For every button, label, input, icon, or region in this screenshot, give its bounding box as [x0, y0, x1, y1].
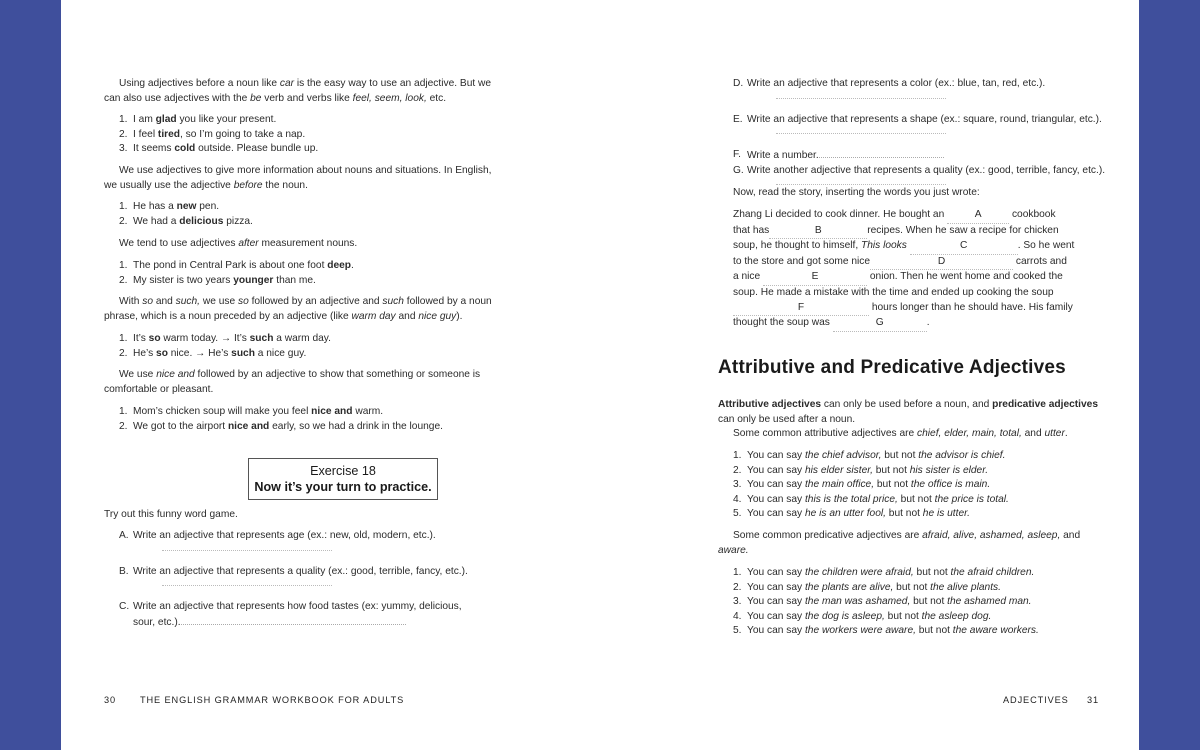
list-item: 5. You can say he is an utter fool, but not he is utter.	[733, 508, 970, 520]
predicative-intro: Some common predicative adjectives are afraid, alive, ashamed, asleep, and aware.	[718, 530, 1081, 556]
answer-blank[interactable]	[776, 133, 946, 134]
gap-e: E	[763, 270, 867, 286]
example-list-3	[104, 259, 494, 296]
running-title-right: ADJECTIVES	[1003, 695, 1069, 705]
exercise-box	[248, 458, 438, 500]
list-item: 1. It’s so warm today. → It’s such a warm day.	[119, 333, 331, 344]
answer-blank[interactable]	[181, 615, 406, 625]
try-out-text: Try out this funny word game.	[104, 509, 238, 520]
list-item: 2. You can say his elder sister, but not his sister is elder.	[733, 464, 989, 476]
gap-b: B	[769, 224, 867, 240]
paragraph-after: We tend to use adjectives after measurement nouns.	[119, 238, 358, 249]
list-item: 2. My sister is two years younger than me.	[119, 274, 316, 286]
paragraph-so-such: With so and such, we use so followed by an adjective and such followed by a noun phrase, which is a noun preceded by an adjective (like warm day and nice guy).	[104, 296, 492, 322]
story-paragraph: Zhang Li decided to cook dinner. He bought an A cookbook that has B recipes. When he saw a recipe for chicken soup, he thought to himself, This looks C . So he went to the store and got some nice D carrots and a nice E onion. Then he went home and cooked the soup. He made a mistake with the time and ended up cooking the soup F hours longer than he should have. His family thought the soup was G .	[718, 208, 1078, 332]
list-item: 2. I feel tired, so I’m going to take a nap.	[119, 128, 306, 140]
exercise-task: A. Write an adjective that represents age (ex.: new, old, modern, etc.).	[104, 529, 494, 551]
exercise-task: B. Write an adjective that represents a quality (ex.: good, terrible, fancy, etc.).	[104, 565, 494, 587]
answer-blank[interactable]	[776, 98, 946, 99]
example-list-5	[104, 405, 499, 442]
paragraph-before: We use adjectives to give more information about nouns and situations. In English, we usually use the adjective before the noun.	[104, 165, 492, 191]
gap-d: D	[870, 255, 1013, 271]
right-page	[718, 0, 1106, 750]
exercise-task: C. Write an adjective that represents how food tastes (ex: yummy, delicious, sour, etc.).	[119, 601, 462, 628]
list-item: 1. You can say the chief advisor, but not the advisor is chief.	[733, 450, 1006, 461]
exercise-title: Exercise 18	[310, 464, 376, 478]
answer-blank[interactable]	[162, 550, 332, 551]
gap-c: C	[910, 239, 1018, 255]
exercise-task: E. Write an adjective that represents a shape (ex.: square, round, triangular, etc.).	[718, 113, 1108, 135]
list-item: 1. I am glad you like your present.	[119, 114, 277, 125]
list-item: 2. You can say the plants are alive, but not the alive plants.	[733, 581, 1001, 593]
exercise-task: D. Write an adjective that represents a color (ex.: blue, tan, red, etc.).	[718, 77, 1108, 99]
list-item: 5. You can say the workers were aware, but not the aware workers.	[733, 625, 1039, 637]
section-heading: Attributive and Predicative Adjectives	[718, 357, 1066, 378]
book-spread	[61, 0, 1139, 750]
list-item: 1. He has a new pen.	[119, 201, 220, 212]
gap-a: A	[947, 208, 1009, 224]
predicative-list	[718, 566, 1108, 647]
left-page	[104, 0, 504, 750]
gap-f: F	[733, 301, 869, 317]
list-item: 2. He’s so nice. → He’s such a nice guy.	[119, 347, 307, 359]
page-number-left: 30	[104, 695, 117, 705]
exercise-task: F. Write a number.	[718, 148, 1108, 164]
list-item: 3. You can say the main office, but not the office is main.	[733, 479, 991, 491]
answer-blank[interactable]	[162, 585, 332, 586]
exercise-tasks-right	[718, 77, 1108, 185]
example-list-2	[104, 200, 494, 237]
list-item: 2. We had a delicious pizza.	[119, 215, 253, 227]
paragraph-nice-and: We use nice and followed by an adjective to show that something or someone is comfortable or pleasant.	[104, 369, 481, 395]
running-title-left: THE ENGLISH GRAMMAR WORKBOOK FOR ADULTS	[140, 695, 405, 705]
read-story-instruction: Now, read the story, inserting the words you just wrote:	[733, 187, 980, 198]
list-item: 4. You can say this is the total price, but not the price is total.	[733, 493, 1009, 505]
exercise-subtitle: Now it’s your turn to practice.	[254, 480, 432, 494]
list-item: 3. It seems cold outside. Please bundle up.	[119, 143, 319, 155]
gap-g: G	[833, 316, 927, 332]
page-number-right: 31	[1087, 695, 1100, 705]
attributive-list	[718, 449, 1108, 530]
example-list-4	[104, 332, 494, 369]
list-item: 4. You can say the dog is asleep, but not the asleep dog.	[733, 610, 992, 622]
intro-paragraph: Using adjectives before a noun like car is the easy way to use an adjective. But we can also use adjectives with the be verb and verbs like feel, seem, look, etc.	[104, 78, 492, 104]
list-item: 3. You can say the man was ashamed, but not the ashamed man.	[733, 596, 1032, 608]
list-item: 1. Mom’s chicken soup will make you feel nice and warm.	[119, 406, 384, 417]
list-item: 2. We got to the airport nice and early, so we had a drink in the lounge.	[119, 420, 443, 432]
exercise-task: G. Write another adjective that represents a quality (ex.: good, terrible, fancy, etc.).	[718, 164, 1108, 186]
list-item: 1. You can say the children were afraid, but not the afraid children.	[733, 567, 1035, 578]
example-list-1	[104, 113, 494, 165]
exercise-tasks-left	[104, 529, 494, 638]
list-item: 1. The pond in Central Park is about one foot deep.	[119, 260, 354, 271]
answer-blank[interactable]	[819, 148, 944, 158]
definition-paragraph: Attributive adjectives can only be used before a noun, and predicative adjectives can only be used after a noun. Some common attributive adjectives are chief, elder, main, total, and utter.	[718, 399, 1099, 440]
